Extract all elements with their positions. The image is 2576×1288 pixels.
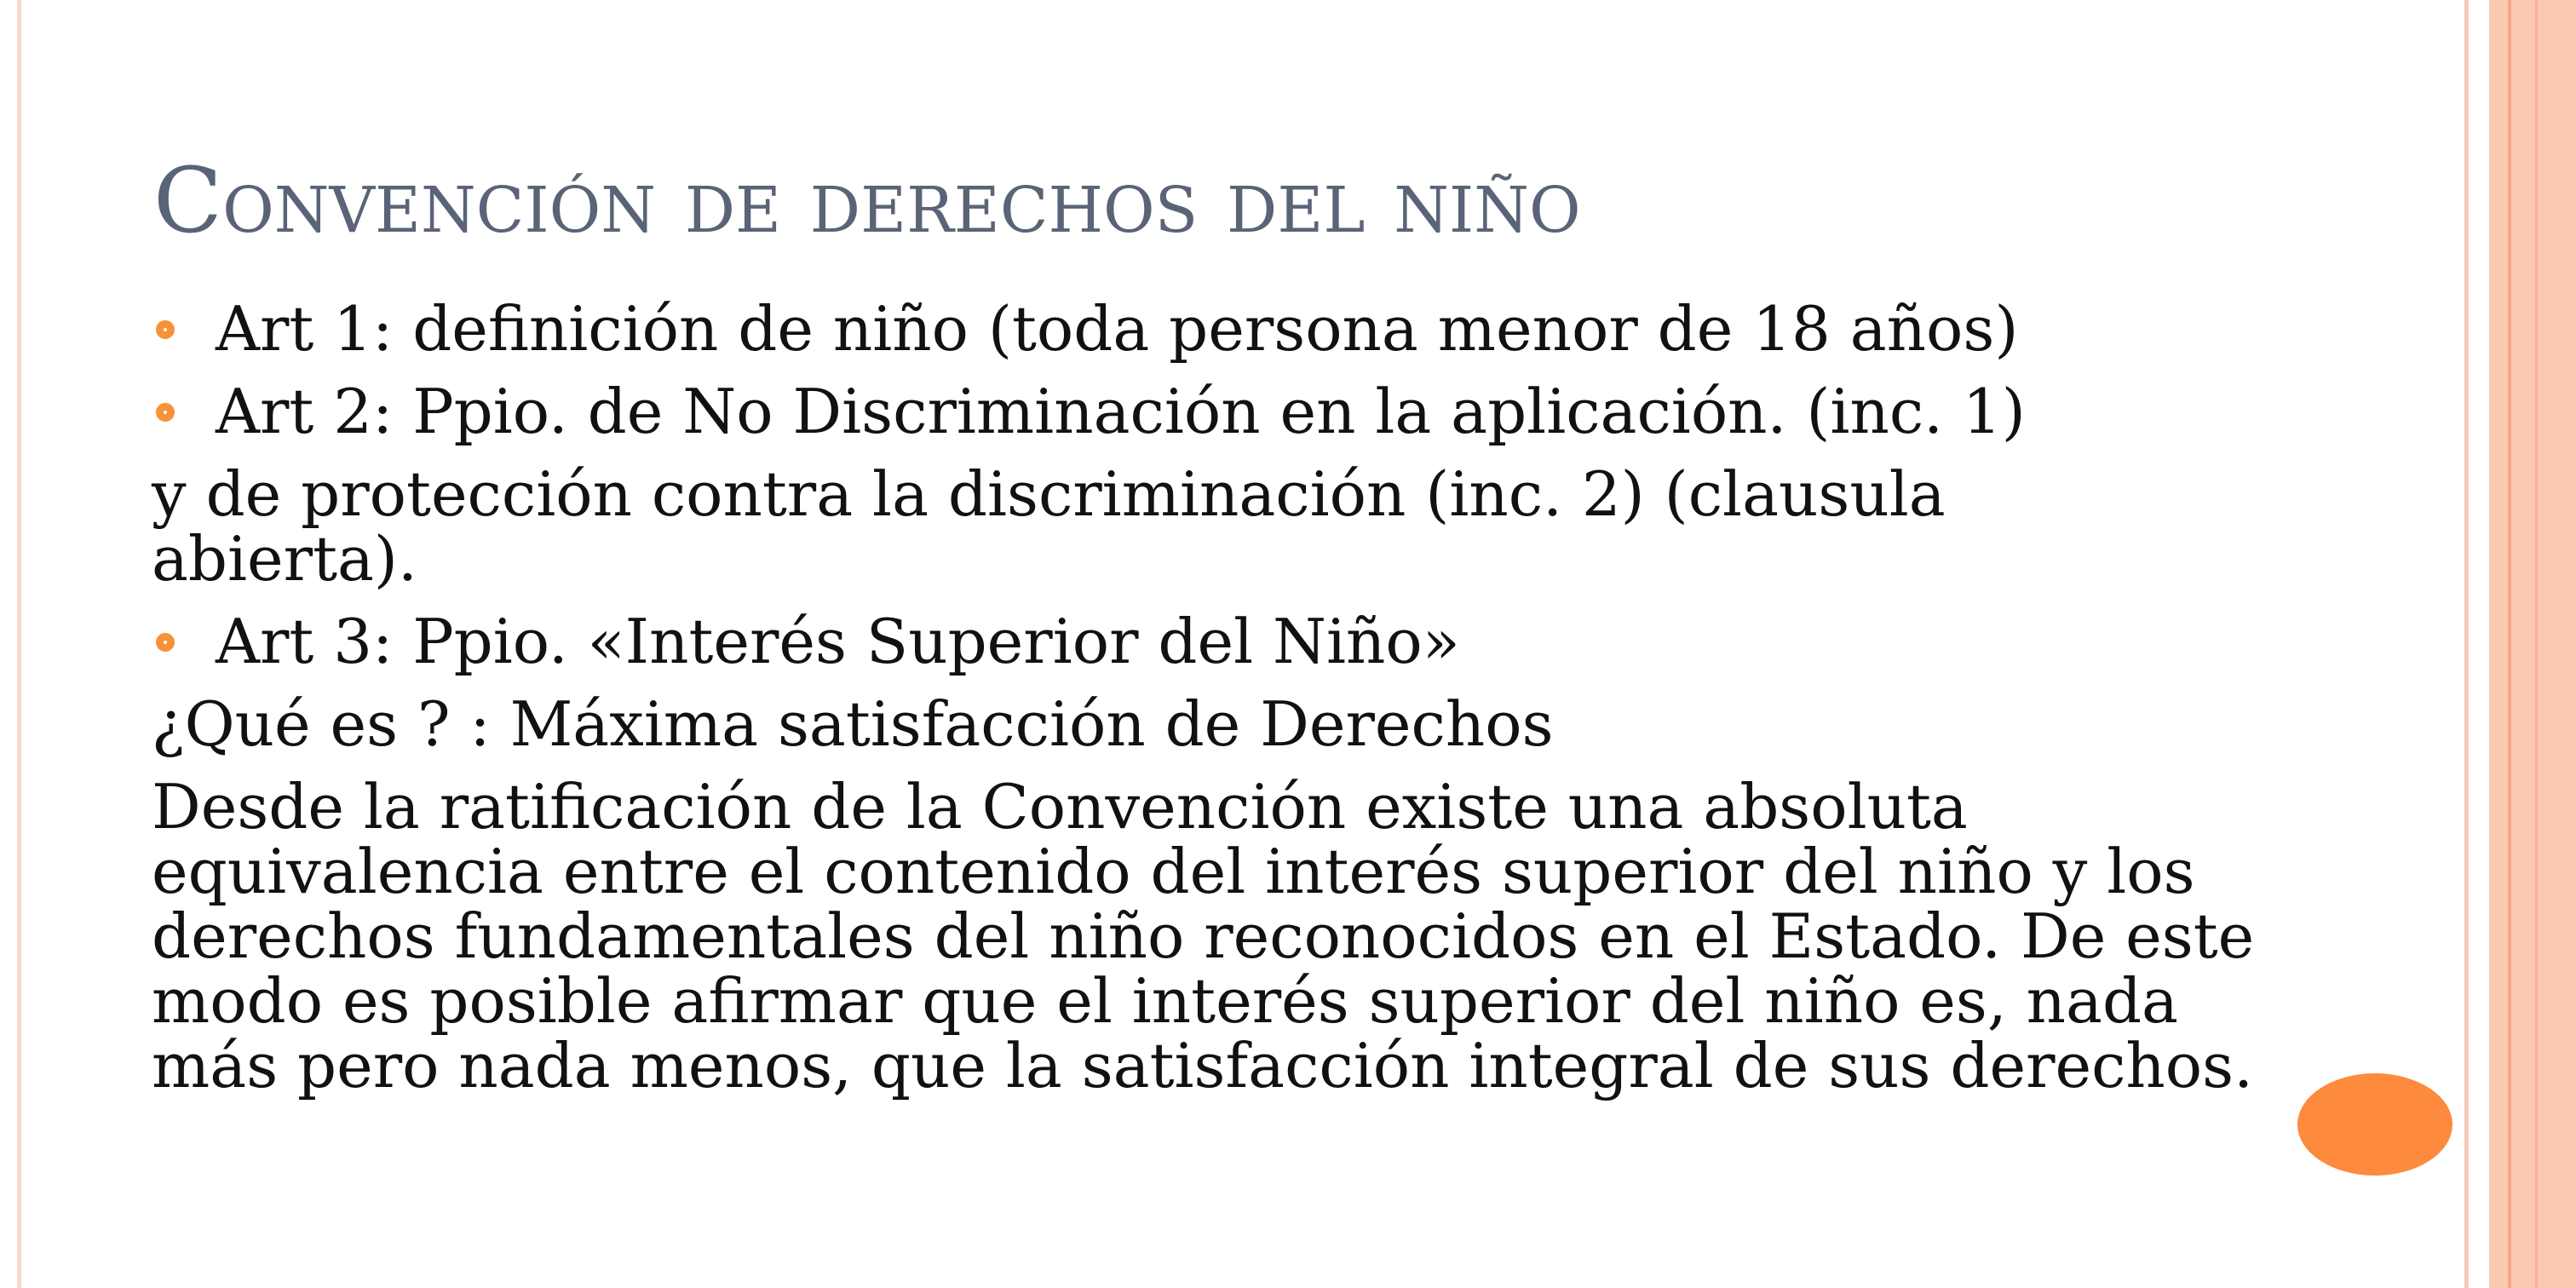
right-decorative-stripe (2508, 0, 2511, 1288)
right-decorative-stripe (2535, 0, 2538, 1288)
slide-title: Convención de derechos del niño (153, 148, 1581, 253)
right-decorative-band-wide (2489, 0, 2576, 1288)
bullet-item (152, 376, 2281, 447)
paragraph: y de protección contra la discriminación (inc. 2) (clausula abierta). (152, 458, 1946, 595)
left-border-line (17, 0, 21, 1288)
bullet-text: Art 2: Ppio. de No Discriminación en la aplicación. (inc. 1) (216, 376, 2026, 447)
paragraph: Desde la ratificación de la Convención existe una absoluta equivalencia entre el contenido del interés superior del niño y los derechos fundamentales del niño reconocidos en el Estado. De este modo es posible afirmar que el interés superior del niño es, nada más pero nada menos, que la satisfacción integral de sus derechos. (152, 771, 2255, 1101)
bullet-item (152, 293, 2281, 365)
bullet-circle-icon (156, 403, 175, 422)
bullet-item (152, 606, 2281, 677)
orange-oval-decoration (2297, 1073, 2452, 1176)
bullet-circle-icon (156, 320, 175, 339)
bullet-text: Art 3: Ppio. «Interés Superior del Niño» (216, 606, 1460, 677)
right-decorative-gap (2469, 0, 2489, 1288)
bullet-circle-icon (156, 633, 175, 652)
bullet-text: Art 1: definición de niño (toda persona menor de 18 años) (216, 293, 2019, 365)
slide-content (152, 293, 2281, 1116)
paragraph: ¿Qué es ? : Máxima satisfacción de Derechos (152, 688, 1554, 760)
